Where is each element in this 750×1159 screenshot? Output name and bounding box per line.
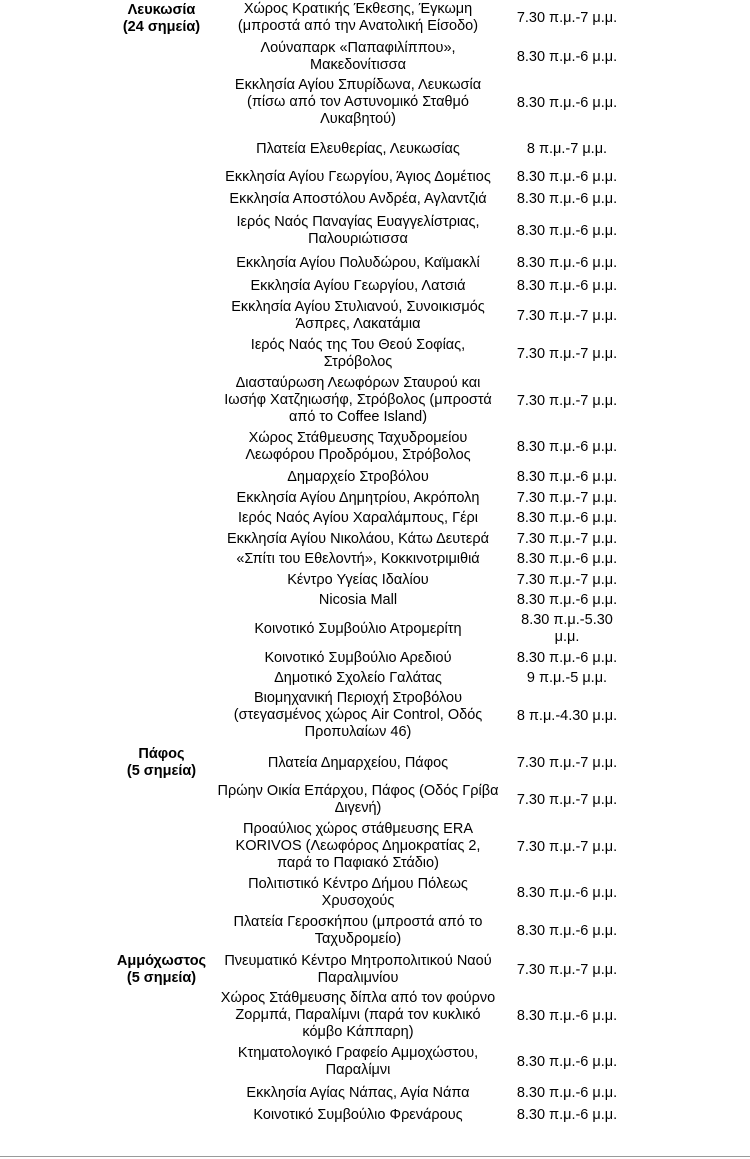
hours-line: 9 π.μ.-5 μ.μ. [526, 670, 608, 686]
hours-line: 8 π.μ.-7 μ.μ. [526, 141, 608, 157]
hours-cell [508, 95, 626, 112]
hours-cell [508, 551, 626, 568]
district-label-ammochostos [104, 953, 219, 987]
location-line: Χώρος Στάθμευσης Ταχυδρομείου [248, 430, 468, 446]
hours-line: 8.30 π.μ.-6 μ.μ. [516, 551, 618, 567]
location-line: Χώρος Στάθμευσης δίπλα από τον φούρνο [220, 990, 496, 1006]
page-bottom-divider [0, 1156, 750, 1157]
district-label-pafos [104, 746, 219, 780]
location-line: Προπυλαίων 46) [304, 724, 412, 740]
location-cell [206, 755, 510, 772]
hours-line: 7.30 π.μ.-7 μ.μ. [516, 346, 618, 362]
hours-cell [508, 792, 626, 809]
district-count: (5 σημεία) [126, 970, 197, 986]
hours-cell [508, 223, 626, 240]
district-name: Λευκωσία [127, 2, 196, 18]
location-cell [206, 1045, 510, 1079]
location-cell [206, 650, 510, 667]
hours-cell [508, 393, 626, 410]
location-cell [206, 77, 510, 128]
hours-cell [508, 10, 626, 27]
location-cell [206, 169, 510, 186]
location-line: Ζορμπά, Παραλίμνι (παρά τον κυκλικό [235, 1007, 481, 1023]
location-cell [206, 876, 510, 910]
hours-cell [508, 1107, 626, 1124]
hours-cell [508, 1054, 626, 1071]
hours-line: 7.30 π.μ.-7 μ.μ. [516, 792, 618, 808]
hours-line: 8.30 π.μ.-6 μ.μ. [516, 191, 618, 207]
hours-line: μ.μ. [554, 629, 580, 645]
location-line: Στρόβολος [323, 354, 393, 370]
hours-line: 7.30 π.μ.-7 μ.μ. [516, 962, 618, 978]
location-line: Λούναπαρκ «Παπαφιλίππου», [260, 40, 456, 56]
location-line: Πλατεία Γεροσκήπου (μπροστά από το [233, 914, 483, 930]
hours-line: 7.30 π.μ.-7 μ.μ. [516, 490, 618, 506]
location-line: Πλατεία Ελευθερίας, Λευκωσίας [256, 141, 460, 157]
hours-line: 8.30 π.μ.-6 μ.μ. [516, 223, 618, 239]
location-line: Μακεδονίτισσα [309, 57, 406, 73]
location-line: Κοινοτικό Συμβούλιο Ατρομερίτη [254, 621, 462, 637]
hours-cell [508, 572, 626, 589]
location-line: Ταχυδρομείο) [314, 931, 402, 947]
location-line: Πνευματικό Κέντρο Μητροπολιτικού Ναού [224, 953, 492, 969]
hours-line: 7.30 π.μ.-7 μ.μ. [516, 393, 618, 409]
hours-line: 8 π.μ.-4.30 μ.μ. [516, 708, 618, 724]
hours-cell [508, 255, 626, 272]
hours-cell [508, 510, 626, 527]
hours-line: 8.30 π.μ.-6 μ.μ. [516, 1054, 618, 1070]
location-cell [206, 783, 510, 817]
location-line: Κοινοτικό Συμβούλιο Φρενάρους [253, 1107, 463, 1123]
location-line: Εκκλησία Αγίου Στυλιανού, Συνοικισμός [231, 299, 485, 315]
hours-cell [508, 169, 626, 186]
hours-line: 8.30 π.μ.-6 μ.μ. [516, 1008, 618, 1024]
location-cell [206, 278, 510, 295]
location-line: Κοινοτικό Συμβούλιο Αρεδιού [264, 650, 452, 666]
location-line: Χώρος Κρατικής Έκθεσης, Έγκωμη [243, 1, 473, 17]
location-line: Λεωφόρου Προδρόμου, Στρόβολος [245, 447, 471, 463]
hours-line: 8.30 π.μ.-6 μ.μ. [516, 885, 618, 901]
location-line: Εκκλησία Αγίου Νικολάου, Κάτω Δευτερά [226, 531, 490, 547]
location-line: Παραλίμνι [325, 1062, 391, 1078]
hours-cell [508, 439, 626, 456]
location-line: «Σπίτι του Εθελοντή», Κοκκινοτριμιθιά [236, 551, 480, 567]
hours-cell [508, 962, 626, 979]
location-line: (πίσω από τον Αστυνομικό Σταθμό [247, 94, 469, 110]
hours-line: 8.30 π.μ.-6 μ.μ. [516, 169, 618, 185]
location-cell [206, 299, 510, 333]
location-line: παρά το Παφιακό Στάδιο) [277, 855, 439, 871]
hours-line: 7.30 π.μ.-7 μ.μ. [516, 10, 618, 26]
location-cell [206, 914, 510, 948]
hours-line: 7.30 π.μ.-7 μ.μ. [516, 572, 618, 588]
district-count: (5 σημεία) [126, 763, 197, 779]
hours-cell [508, 923, 626, 940]
hours-line: 8.30 π.μ.-6 μ.μ. [516, 1107, 618, 1123]
district-name: Αμμόχωστος [116, 953, 207, 969]
hours-cell [508, 708, 626, 725]
location-line: Ιερός Ναός Αγίου Χαραλάμπους, Γέρι [237, 510, 479, 526]
location-line: Εκκλησία Αγίου Γεωργίου, Λατσιά [250, 278, 466, 294]
location-line: (μπροστά από την Ανατολική Είσοδο) [237, 18, 479, 34]
hours-cell [508, 1008, 626, 1025]
hours-cell [508, 141, 626, 158]
location-line: Βιομηχανική Περιοχή Στροβόλου [253, 690, 463, 706]
location-line: Nicosia Mall [318, 592, 398, 608]
location-line: Κέντρο Υγείας Ιδαλίου [287, 572, 429, 588]
location-line: Πρώην Οικία Επάρχου, Πάφος (Οδός Γρίβα [217, 783, 499, 799]
location-line: Προαύλιος χώρος στάθμευσης ERA [242, 821, 474, 837]
hours-cell [508, 531, 626, 548]
hours-line: 7.30 π.μ.-7 μ.μ. [516, 531, 618, 547]
hours-line: 8.30 π.μ.-6 μ.μ. [516, 1085, 618, 1101]
location-line: Δημαρχείο Στροβόλου [287, 469, 429, 485]
location-line: Εκκλησία Αγίας Νάπας, Αγία Νάπα [246, 1085, 470, 1101]
location-cell [206, 469, 510, 486]
hours-cell [508, 490, 626, 507]
location-cell [206, 1085, 510, 1102]
location-cell [206, 191, 510, 208]
hours-line: 8.30 π.μ.-5.30 [521, 612, 613, 628]
hours-cell [508, 885, 626, 902]
location-line: Πλατεία Δημαρχείου, Πάφος [267, 755, 449, 771]
location-cell [206, 621, 510, 638]
location-line: Δημοτικό Σχολείο Γαλάτας [274, 670, 442, 686]
hours-cell [508, 670, 626, 687]
hours-line: 7.30 π.μ.-7 μ.μ. [516, 755, 618, 771]
location-cell [206, 531, 510, 548]
location-line: από το Coffee Island) [288, 409, 428, 425]
location-cell [206, 375, 510, 426]
hours-cell [508, 346, 626, 363]
hours-cell [508, 592, 626, 609]
location-cell [206, 255, 510, 272]
location-line: Εκκλησία Αγίου Δημητρίου, Ακρόπολη [236, 490, 480, 506]
location-line: Ιερός Ναός Παναγίας Ευαγγελίστριας, [236, 214, 480, 230]
hours-cell [508, 755, 626, 772]
district-label-lefkosia [104, 2, 219, 36]
location-cell [206, 214, 510, 248]
location-line: Παραλιμνίου [317, 970, 399, 986]
hours-cell [508, 278, 626, 295]
location-line: Εκκλησία Αποστόλου Ανδρέα, Αγλαντζιά [229, 191, 487, 207]
location-line: Ιερός Ναός της Του Θεού Σοφίας, [250, 337, 466, 353]
hours-line: 7.30 π.μ.-7 μ.μ. [516, 839, 618, 855]
hours-line: 8.30 π.μ.-6 μ.μ. [516, 592, 618, 608]
location-cell [206, 337, 510, 371]
location-line: Εκκλησία Αγίου Γεωργίου, Άγιος Δομέτιος [225, 169, 491, 185]
hours-line: 7.30 π.μ.-7 μ.μ. [516, 308, 618, 324]
location-cell [206, 690, 510, 741]
hours-line: 8.30 π.μ.-6 μ.μ. [516, 510, 618, 526]
hours-line: 8.30 π.μ.-6 μ.μ. [516, 95, 618, 111]
hours-line: 8.30 π.μ.-6 μ.μ. [516, 650, 618, 666]
hours-cell [508, 469, 626, 486]
location-line: Παλουριώτισσα [308, 231, 408, 247]
hours-line: 8.30 π.μ.-6 μ.μ. [516, 255, 618, 271]
hours-cell [508, 308, 626, 325]
location-cell [206, 1107, 510, 1124]
location-cell [206, 490, 510, 507]
location-cell [206, 510, 510, 527]
location-line: Άσπρες, Λακατάμια [295, 316, 421, 332]
hours-line: 8.30 π.μ.-6 μ.μ. [516, 278, 618, 294]
location-line: Εκκλησία Αγίου Πολυδώρου, Καϊμακλί [236, 255, 480, 271]
hours-cell [508, 1085, 626, 1102]
location-line: Εκκλησία Αγίου Σπυρίδωνα, Λευκωσία [234, 77, 482, 93]
hours-line: 8.30 π.μ.-6 μ.μ. [516, 923, 618, 939]
hours-cell [508, 839, 626, 856]
location-cell [206, 430, 510, 464]
hours-cell [508, 49, 626, 66]
hours-line: 8.30 π.μ.-6 μ.μ. [516, 439, 618, 455]
location-line: Κτηματολογικό Γραφείο Αμμοχώστου, [237, 1045, 479, 1061]
location-cell [206, 670, 510, 687]
hours-cell [508, 191, 626, 208]
hours-cell [508, 612, 626, 646]
location-line: KORIVOS (Λεωφόρος Δημοκρατίας 2, [235, 838, 481, 854]
location-cell [206, 592, 510, 609]
location-line: Διασταύρωση Λεωφόρων Σταυρού και [235, 375, 481, 391]
location-cell [206, 990, 510, 1041]
location-line: Χρυσοχούς [321, 893, 395, 909]
location-line: Πολιτιστικό Κέντρο Δήμου Πόλεως [248, 876, 468, 892]
location-cell [206, 953, 510, 987]
location-cell [206, 821, 510, 872]
location-line: κόμβο Κάππαρη) [302, 1024, 414, 1040]
location-line: (στεγασμένος χώρος Air Control, Οδός [233, 707, 483, 723]
hours-line: 8.30 π.μ.-6 μ.μ. [516, 469, 618, 485]
hours-line: 8.30 π.μ.-6 μ.μ. [516, 49, 618, 65]
location-cell [206, 572, 510, 589]
location-line: Ιωσήφ Χατζηιωσήφ, Στρόβολος (μπροστά [224, 392, 492, 408]
location-cell [206, 551, 510, 568]
location-line: Διγενή) [334, 800, 382, 816]
location-cell [206, 1, 510, 35]
location-line: Λυκαβητού) [320, 111, 396, 127]
hours-cell [508, 650, 626, 667]
district-name: Πάφος [138, 746, 185, 762]
district-count: (24 σημεία) [122, 19, 201, 35]
location-cell [206, 141, 510, 158]
location-cell [206, 40, 510, 74]
